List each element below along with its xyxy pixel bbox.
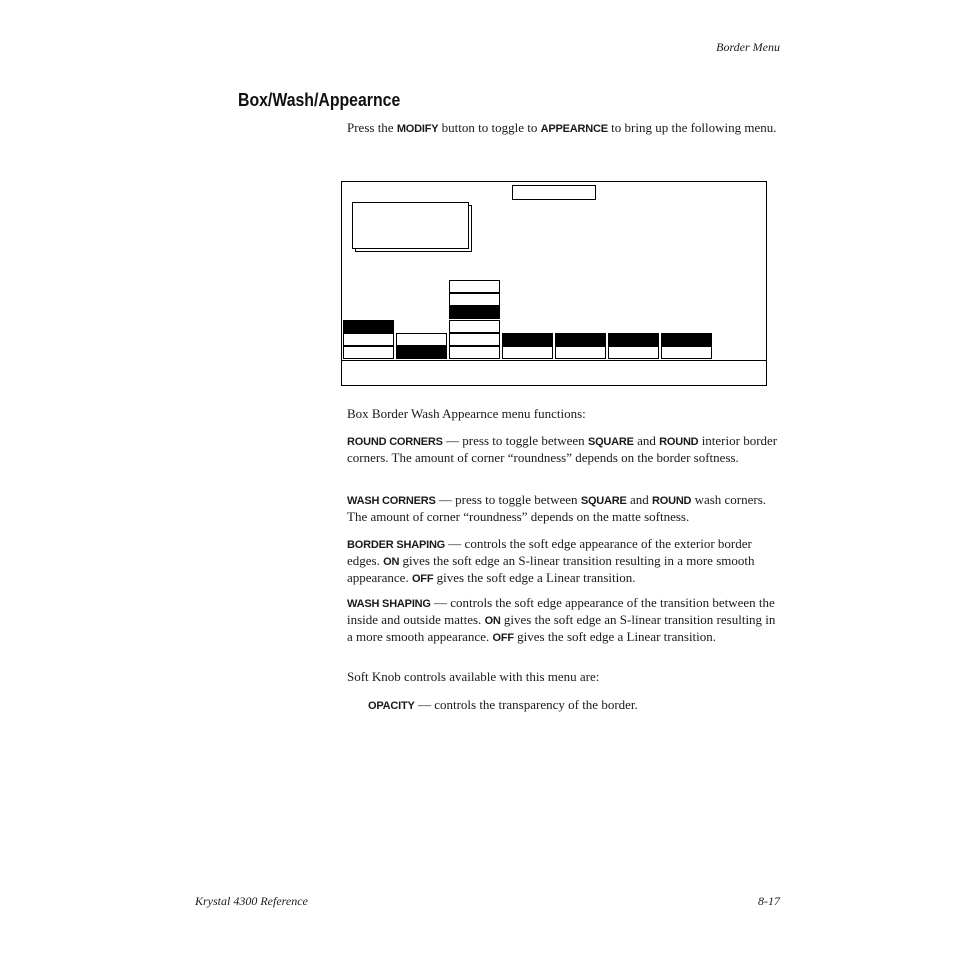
menu-cell	[555, 333, 606, 346]
menu-cell	[449, 320, 500, 333]
item-text: and	[626, 492, 652, 507]
page-number: 8-17	[758, 894, 780, 908]
intro-paragraph	[347, 120, 781, 137]
menu-cell	[449, 333, 500, 346]
item-text: — controls the soft edge appearance of the exterior border edges.	[347, 536, 752, 568]
item-round-corners	[347, 433, 781, 466]
soft-knob-opacity	[368, 697, 788, 714]
menu-cell	[555, 346, 606, 359]
menu-title-box	[512, 185, 596, 200]
intro-keyword-appearnce: APPEARNCE	[540, 123, 608, 135]
intro-text-1: Press the	[347, 120, 397, 135]
menu-cell	[449, 280, 500, 293]
footer-doc-title: Krystal 4300 Reference	[195, 894, 308, 908]
intro-keyword-modify: MODIFY	[396, 123, 439, 135]
item-text: gives the soft edge an S-linear transition resulting in a more smooth appearance.	[347, 612, 776, 644]
menu-cell	[396, 346, 447, 359]
keyword: SQUARE	[587, 436, 634, 448]
item-text: gives the soft edge an S-linear transition resulting in a more smooth appearance.	[347, 553, 755, 585]
menu-cell	[449, 306, 500, 319]
item-text: — press to toggle between	[435, 492, 581, 507]
section-title: Box/Wash/Appearnce	[238, 90, 401, 110]
keyword: ON	[484, 615, 501, 627]
item-wash-shaping	[347, 595, 781, 646]
keyword: ON	[383, 556, 400, 568]
menu-cell	[661, 333, 712, 346]
keyword: BORDER SHAPING	[347, 539, 446, 551]
keyword: WASH SHAPING	[347, 598, 431, 610]
item-text: — controls the transparency of the border.	[414, 697, 638, 712]
item-text: — controls the soft edge appearance of the transition between the inside and outside mattes.	[347, 595, 775, 627]
keyword: OFF	[492, 632, 514, 644]
item-text: interior border corners. The amount of corner “roundness” depends on the border softness.	[347, 433, 778, 465]
menu-cell	[449, 346, 500, 359]
running-header: Border Menu	[716, 40, 780, 54]
item-text: gives the soft edge a Linear transition.	[513, 629, 717, 644]
intro-text-2: button to toggle to	[438, 120, 541, 135]
keyword: SQUARE	[580, 495, 627, 507]
menu-info-box	[352, 202, 469, 249]
keyword: ROUND CORNERS	[347, 436, 443, 448]
keyword: ROUND	[651, 495, 692, 507]
keyword: WASH CORNERS	[347, 495, 436, 507]
menu-cell	[343, 333, 394, 346]
item-text: gives the soft edge a Linear transition.	[433, 570, 636, 585]
keyword: OFF	[411, 573, 434, 585]
menu-cell	[343, 346, 394, 359]
menu-cell	[661, 346, 712, 359]
item-text: — press to toggle between	[442, 433, 588, 448]
menu-cell	[608, 346, 659, 359]
item-text: and	[633, 433, 660, 448]
item-text: wash corners. The amount of corner “roundness” depends on the matte softness.	[347, 492, 767, 524]
keyword: OPACITY	[368, 700, 415, 712]
soft-knob-intro: Soft Knob controls available with this menu are:	[347, 669, 600, 684]
menu-cell	[449, 293, 500, 306]
menu-cell	[343, 320, 394, 333]
menu-cell	[396, 333, 447, 346]
intro-text-3: to bring up the following menu.	[607, 120, 777, 135]
menu-divider	[342, 360, 766, 361]
item-wash-corners	[347, 492, 781, 525]
menu-functions-intro: Box Border Wash Appearnce menu functions:	[347, 406, 586, 421]
menu-cell	[502, 346, 553, 359]
menu-cell	[608, 333, 659, 346]
item-border-shaping	[347, 536, 781, 587]
keyword: ROUND	[659, 436, 699, 448]
menu-cell	[502, 333, 553, 346]
